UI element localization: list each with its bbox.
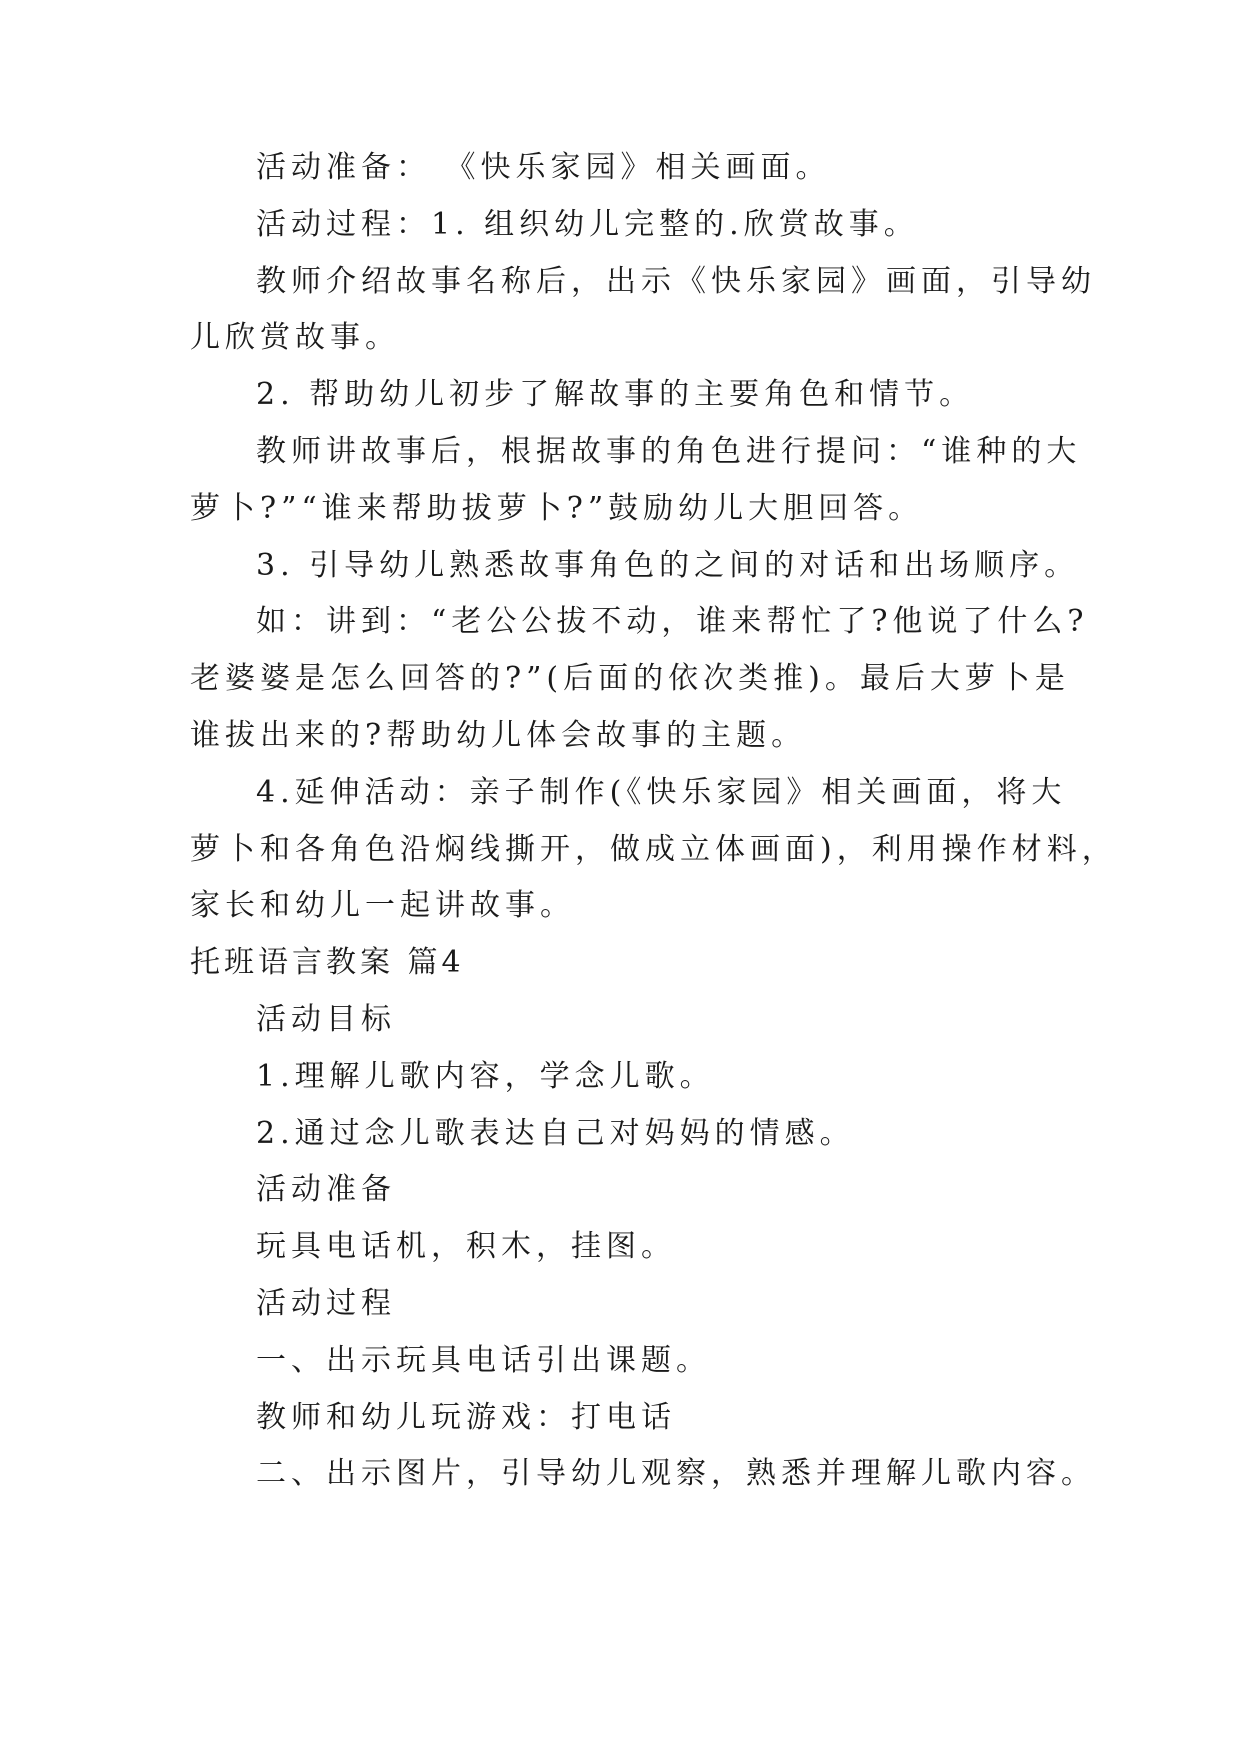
paragraph-line: 教师讲故事后，根据故事的角色进行提问：“谁种的大 (256, 434, 1082, 469)
paragraph-line: 二、出示图片，引导幼儿观察，熟悉并理解儿歌内容。 (256, 1456, 1096, 1491)
paragraph-line: 家长和幼儿一起讲故事。 (190, 888, 575, 923)
paragraph-line: 萝卜?”“谁来帮助拔萝卜?”鼓励幼儿大胆回答。 (190, 491, 924, 526)
section-heading: 托班语言教案 篇4 (190, 945, 465, 980)
paragraph-line: 活动过程：1. 组织幼儿完整的.欣赏故事。 (256, 207, 919, 242)
paragraph-line: 教师和幼儿玩游戏：打电话 (256, 1400, 676, 1435)
subheading: 活动准备 (256, 1172, 396, 1207)
paragraph-line: 玩具电话机，积木，挂图。 (256, 1229, 676, 1264)
paragraph-line: 老婆婆是怎么回答的?”(后面的依次类推)。最后大萝卜是 (190, 661, 1070, 696)
paragraph-line: 教师介绍故事名称后，出示《快乐家园》画面，引导幼 (256, 264, 1096, 299)
paragraph-line: 2. 帮助幼儿初步了解故事的主要角色和情节。 (256, 377, 975, 412)
paragraph-line: 1.理解儿歌内容，学念儿歌。 (256, 1059, 715, 1094)
paragraph-line: 3. 引导幼儿熟悉故事角色的之间的对话和出场顺序。 (256, 548, 1080, 583)
paragraph-line: 谁拔出来的?帮助幼儿体会故事的主题。 (190, 718, 807, 753)
subheading: 活动过程 (256, 1286, 396, 1321)
subheading: 活动目标 (256, 1002, 396, 1037)
paragraph-line: 萝卜和各角色沿焖线撕开，做成立体画面)，利用操作材料， (190, 832, 1117, 867)
paragraph-line: 如：讲到：“老公公拔不动，谁来帮忙了?他说了什么? (256, 604, 1089, 639)
paragraph-line: 活动准备： 《快乐家园》相关画面。 (256, 150, 831, 185)
paragraph-line: 4.延伸活动：亲子制作(《快乐家园》相关画面，将大 (256, 775, 1067, 810)
paragraph-line: 一、出示玩具电话引出课题。 (256, 1343, 711, 1378)
paragraph-line: 儿欣赏故事。 (190, 320, 400, 355)
paragraph-line: 2.通过念儿歌表达自己对妈妈的情感。 (256, 1116, 855, 1151)
